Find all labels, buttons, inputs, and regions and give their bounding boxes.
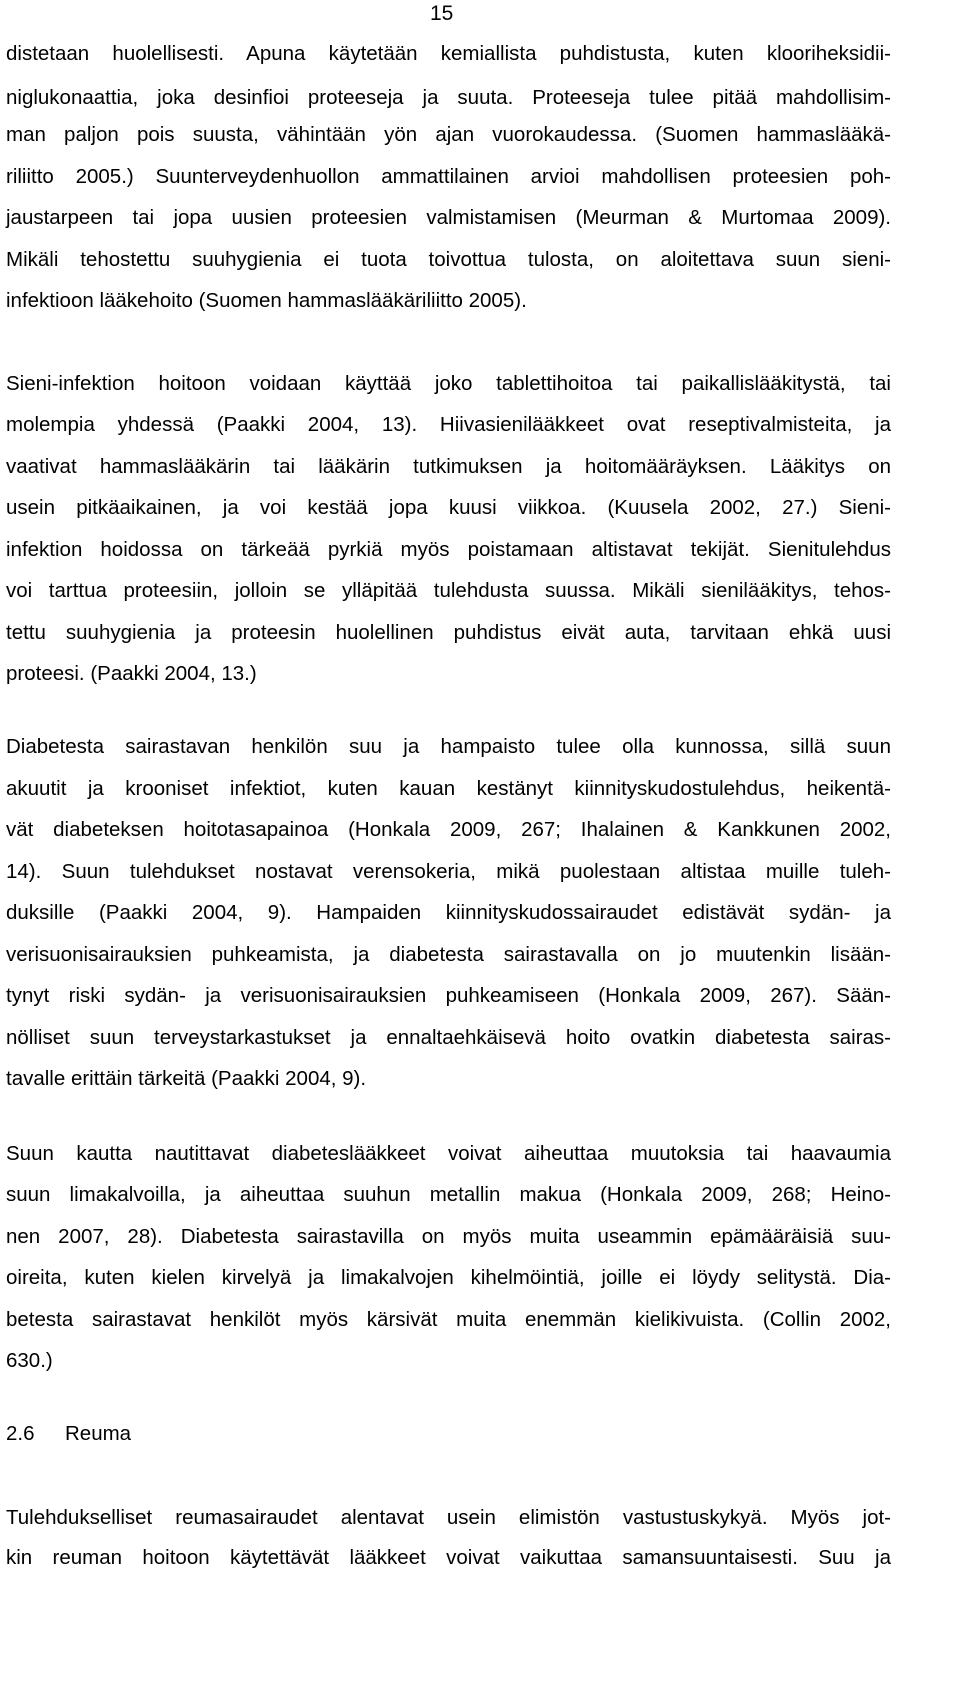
page-number: 15 — [430, 2, 454, 25]
text-line: 14). Suun tulehdukset nostavat verensokeria, mikä puolestaan altistaa muille tuleh- — [6, 860, 891, 883]
text-line: verisuonisairauksien puhkeamista, ja diabetesta sairastavalla on jo muutenkin lisään- — [6, 943, 891, 966]
text-line: Sieni-infektion hoitoon voidaan käyttää joko tablettihoitoa tai paikallislääkitystä, tai — [6, 372, 891, 395]
text-line: tettu suuhygienia ja proteesin huolellinen puhdistus eivät auta, tarvitaan ehkä uusi — [6, 621, 891, 644]
text-line: proteesi. (Paakki 2004, 13.) — [6, 662, 257, 685]
text-line: Suun kautta nautittavat diabeteslääkkeet voivat aiheuttaa muutoksia tai haavaumia — [6, 1142, 891, 1165]
text-line: tavalle erittäin tärkeitä (Paakki 2004, 9). — [6, 1067, 367, 1090]
text-line: niglukonaattia, joka desinfioi proteeseja ja suuta. Proteeseja tulee pitää mahdollisim- — [6, 86, 891, 109]
text-line: molempia yhdessä (Paakki 2004, 13). Hiivasienilääkkeet ovat reseptivalmisteita, ja — [6, 413, 891, 436]
text-line: distetaan huolellisesti. Apuna käytetään kemiallista puhdistusta, kuten klooriheksidii- — [6, 42, 891, 65]
text-line: nölliset suun terveystarkastukset ja ennaltaehkäisevä hoito ovatkin diabetesta sairas- — [6, 1026, 891, 1049]
text-line: Diabetesta sairastavan henkilön suu ja hampaisto tulee olla kunnossa, sillä suun — [6, 735, 891, 758]
text-line: 630.) — [6, 1349, 53, 1372]
text-line: vaativat hammaslääkärin tai lääkärin tutkimuksen ja hoitomääräyksen. Lääkitys on — [6, 455, 891, 478]
text-line: riliitto 2005.) Suunterveydenhuollon ammattilainen arvioi mahdollisen proteesien poh- — [6, 165, 891, 188]
text-line: man paljon pois suusta, vähintään yön ajan vuorokaudessa. (Suomen hammaslääkä- — [6, 123, 891, 146]
section-number: 2.6 — [6, 1422, 35, 1445]
text-line: Tulehdukselliset reumasairaudet alentavat usein elimistön vastustuskykyä. Myös jot- — [6, 1506, 891, 1529]
text-line: infektioon lääkehoito (Suomen hammaslääkäriliitto 2005). — [6, 289, 527, 312]
text-line: jaustarpeen tai jopa uusien proteesien valmistamisen (Meurman & Murtomaa 2009). — [6, 206, 891, 229]
text-line: Mikäli tehostettu suuhygienia ei tuota toivottua tulosta, on aloitettava suun sieni- — [6, 248, 891, 271]
text-line: oireita, kuten kielen kirvelyä ja limakalvojen kihelmöintiä, joille ei löydy selitystä. Dia- — [6, 1266, 891, 1289]
text-line: usein pitkäaikainen, ja voi kestää jopa kuusi viikkoa. (Kuusela 2002, 27.) Sieni- — [6, 496, 891, 519]
text-line: nen 2007, 28). Diabetesta sairastavilla on myös muita useammin epämääräisiä suu- — [6, 1225, 891, 1248]
text-line: tynyt riski sydän- ja verisuonisairauksien puhkeamiseen (Honkala 2009, 267). Sään- — [6, 984, 891, 1007]
text-line: akuutit ja krooniset infektiot, kuten kauan kestänyt kiinnityskudostulehdus, heikentä- — [6, 777, 891, 800]
text-line: vät diabeteksen hoitotasapainoa (Honkala 2009, 267; Ihalainen & Kankkunen 2002, — [6, 818, 891, 841]
text-line: betesta sairastavat henkilöt myös kärsivät muita enemmän kielikivuista. (Collin 2002, — [6, 1308, 891, 1331]
text-line: kin reuman hoitoon käytettävät lääkkeet voivat vaikuttaa samansuuntaisesti. Suu ja — [6, 1546, 891, 1569]
text-line: suun limakalvoilla, ja aiheuttaa suuhun metallin makua (Honkala 2009, 268; Heino- — [6, 1183, 891, 1206]
text-line: duksille (Paakki 2004, 9). Hampaiden kiinnityskudossairaudet edistävät sydän- ja — [6, 901, 891, 924]
text-line: infektion hoidossa on tärkeää pyrkiä myös poistamaan altistavat tekijät. Sienitulehdus — [6, 538, 891, 561]
text-line: voi tarttua proteesiin, jolloin se ylläpitää tulehdusta suussa. Mikäli sienilääkitys, tehos- — [6, 579, 891, 602]
section-title: Reuma — [65, 1422, 132, 1445]
